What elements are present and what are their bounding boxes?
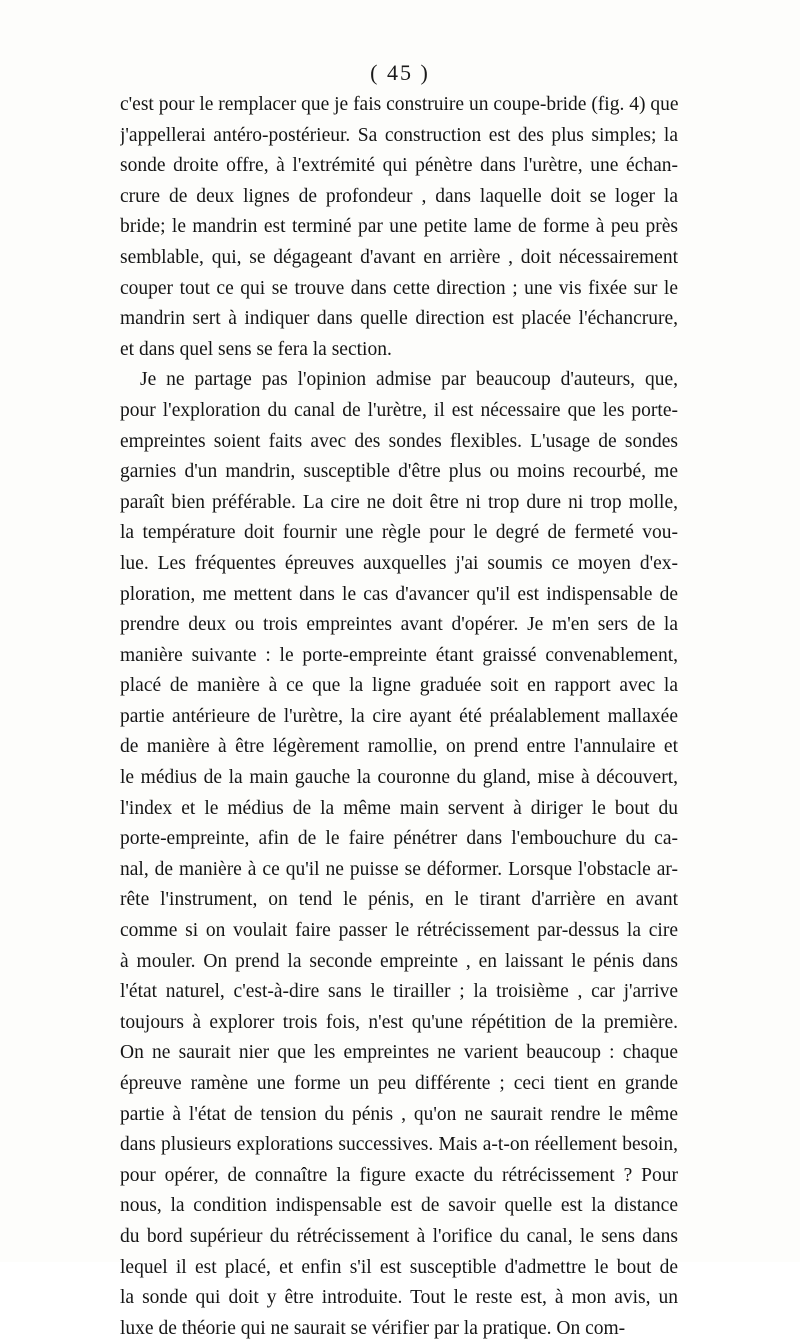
text-line: On ne saurait nier que les empreintes ne varient beaucoup : chaque xyxy=(120,1042,678,1064)
text-line: la sonde qui doit y être introduite. Tout le reste est, à mon avis, un xyxy=(120,1287,678,1309)
text-line: mandrin sert à indiquer dans quelle direction est placée l'échancrure, xyxy=(120,308,678,330)
text-line: Je ne partage pas l'opinion admise par beaucoup d'auteurs, que, xyxy=(140,369,678,391)
text-line: l'index et le médius de la même main servent à diriger le bout du xyxy=(120,797,678,819)
text-line: du bord supérieur du rétrécissement à l'orifice du canal, le sens dans xyxy=(120,1225,678,1247)
text-line: porte-empreinte, afin de le faire pénétrer dans l'embouchure du ca- xyxy=(120,828,678,850)
text-line: nous, la condition indispensable est de savoir quelle est la distance xyxy=(120,1195,678,1217)
text-line: lequel il est placé, et enfin s'il est susceptible d'admettre le bout de xyxy=(120,1256,678,1278)
text-line: nal, de manière à ce qu'il ne puisse se déformer. Lorsque l'obstacle ar- xyxy=(120,858,678,880)
text-line: bride; le mandrin est terminé par une petite lame de forme à peu près xyxy=(120,216,678,238)
text-line: rête l'instrument, on tend le pénis, en le tirant d'arrière en avant xyxy=(120,889,678,911)
text-line: paraît bien préférable. La cire ne doit être ni trop dure ni trop molle, xyxy=(120,491,678,513)
text-line: à mouler. On prend la seconde empreinte , en laissant le pénis dans xyxy=(120,950,678,972)
page-number: ( 45 ) xyxy=(370,60,430,85)
text-line: placé de manière à ce que la ligne graduée soit en rapport avec la xyxy=(120,675,678,697)
text-line: ploration, me mettent dans le cas d'avancer qu'il est indispensable de xyxy=(120,583,678,605)
text-line: partie antérieure de l'urètre, la cire ayant été préalablement mallaxée xyxy=(120,705,678,727)
text-line: toujours à explorer trois fois, n'est qu'une répétition de la première. xyxy=(120,1011,678,1033)
text-line: prendre deux ou trois empreintes avant d'opérer. Je m'en sers de la xyxy=(120,614,678,636)
text-line: épreuve ramène une forme un peu différente ; ceci tient en grande xyxy=(120,1073,678,1094)
text-line: empreintes soient faits avec des sondes flexibles. L'usage de sondes xyxy=(120,430,678,452)
text-line: pour opérer, de connaître la figure exacte du rétrécissement ? Pour xyxy=(120,1164,678,1186)
text-line: c'est pour le remplacer que je fais construire un coupe-bride (fig. 4) que xyxy=(120,94,678,115)
text-line: partie à l'état de tension du pénis , qu'on ne saurait rendre le même xyxy=(120,1103,678,1125)
text-line: luxe de théorie qui ne saurait se vérifier par la pratique. On com- xyxy=(120,1317,626,1339)
text-line: semblable, qui, se dégageant d'avant en arrière , doit nécessairement xyxy=(120,246,678,268)
paragraph-1 xyxy=(120,90,678,365)
text-line: la température doit fournir une règle pour le degré de fermeté vou- xyxy=(120,522,678,544)
text-line: le médius de la main gauche la couronne du gland, mise à découvert, xyxy=(120,767,678,789)
paragraph-2 xyxy=(120,365,678,1344)
text-line: et dans quel sens se fera la section. xyxy=(120,338,392,360)
text-line: manière suivante : le porte-empreinte étant graissé convenablement, xyxy=(120,644,678,666)
body-text xyxy=(120,90,678,1344)
text-line: pour l'exploration du canal de l'urètre, il est nécessaire que les porte- xyxy=(120,399,678,421)
text-line: lue. Les fréquentes épreuves auxquelles j'ai soumis ce moyen d'ex- xyxy=(120,552,678,574)
text-line: sonde droite offre, à l'extrémité qui pénètre dans l'urètre, une échan- xyxy=(120,155,678,177)
text-line: couper tout ce qui se trouve dans cette direction ; une vis fixée sur le xyxy=(120,277,678,299)
text-line: l'état naturel, c'est-à-dire sans le tirailler ; la troisième , car j'arrive xyxy=(120,981,678,1003)
text-line: de manière à être légèrement ramollie, on prend entre l'annulaire et xyxy=(120,736,678,758)
text-line: garnies d'un mandrin, susceptible d'être plus ou moins recourbé, me xyxy=(120,461,678,483)
text-line: j'appellerai antéro-postérieur. Sa construction est des plus simples; la xyxy=(120,124,678,146)
text-line: comme si on voulait faire passer le rétrécissement par-dessus la cire xyxy=(120,920,678,942)
text-line: crure de deux lignes de profondeur , dans laquelle doit se loger la xyxy=(120,185,678,207)
text-line: dans plusieurs explorations successives. Mais a-t-on réellement besoin, xyxy=(120,1134,678,1156)
